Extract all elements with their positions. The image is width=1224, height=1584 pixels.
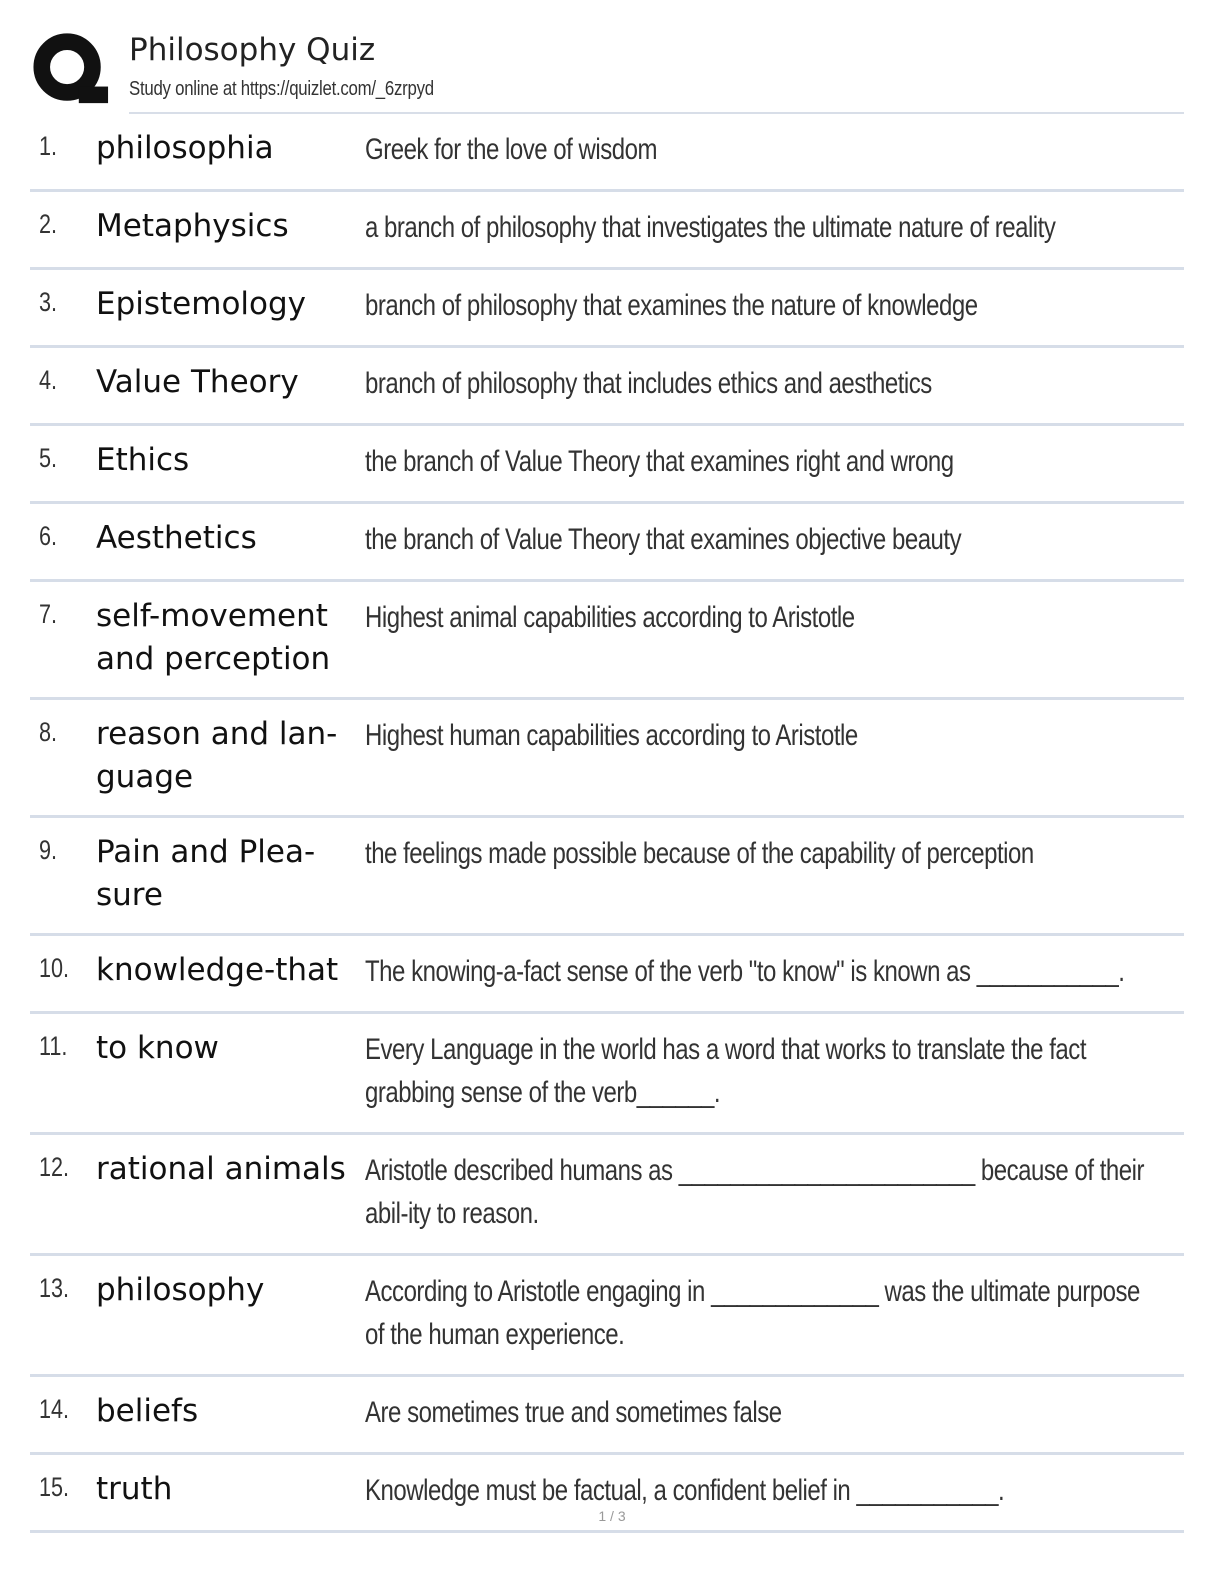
item-number: 3. xyxy=(39,287,58,317)
item-number: 11. xyxy=(39,1031,68,1061)
study-online-link[interactable]: Study online at https://quizlet.com/_6zrpyd xyxy=(129,78,434,100)
item-number: 1. xyxy=(39,131,58,161)
item-number: 10. xyxy=(39,953,70,983)
item-number: 14. xyxy=(39,1394,70,1424)
term-row xyxy=(30,579,1184,697)
term-row xyxy=(30,114,1184,189)
term: philosophia xyxy=(96,130,274,166)
term-list xyxy=(30,114,1184,1533)
term-row xyxy=(30,1011,1184,1132)
term-row xyxy=(30,423,1184,501)
term-row xyxy=(30,815,1184,933)
term: Pain and Plea-sure xyxy=(96,834,316,913)
term-row xyxy=(30,1132,1184,1253)
definition: branch of philosophy that examines the nature of knowledge xyxy=(365,289,978,322)
term-row xyxy=(30,501,1184,579)
page-header xyxy=(30,28,1184,114)
item-number: 5. xyxy=(39,443,58,473)
definition: the branch of Value Theory that examines right and wrong xyxy=(365,445,954,478)
term-row xyxy=(30,697,1184,815)
item-number: 6. xyxy=(39,521,58,551)
term: to know xyxy=(96,1030,219,1066)
term-row xyxy=(30,933,1184,1011)
term-row xyxy=(30,189,1184,267)
item-number: 15. xyxy=(39,1472,70,1502)
term: knowledge-that xyxy=(96,952,339,988)
item-number: 12. xyxy=(39,1152,70,1182)
item-number: 2. xyxy=(39,209,58,239)
term: beliefs xyxy=(96,1393,199,1429)
term-row xyxy=(30,267,1184,345)
item-number: 9. xyxy=(39,835,58,865)
definition: The knowing-a-fact sense of the verb "to know" is known as ___________. xyxy=(365,955,1125,988)
definition: Every Language in the world has a word that works to translate the fact grabbing sense of the verb______. xyxy=(365,1033,1087,1109)
term: philosophy xyxy=(96,1272,265,1308)
definition: Are sometimes true and sometimes false xyxy=(365,1396,782,1429)
definition: the branch of Value Theory that examines objective beauty xyxy=(365,523,962,556)
term-row xyxy=(30,1253,1184,1374)
item-number: 8. xyxy=(39,717,58,747)
term: Value Theory xyxy=(96,364,299,400)
page-number: 1 / 3 xyxy=(598,1508,626,1524)
definition: Greek for the love of wisdom xyxy=(365,133,658,166)
term: self-movement and perception xyxy=(96,598,331,677)
term: reason and lan-guage xyxy=(96,716,338,795)
item-number: 4. xyxy=(39,365,58,395)
definition: According to Aristotle engaging in _____________ was the ultimate purpose of the human experience. xyxy=(365,1275,1140,1351)
definition: Aristotle described humans as _______________________ because of their abil-ity to reason. xyxy=(365,1154,1145,1230)
term: Epistemology xyxy=(96,286,307,322)
term: Metaphysics xyxy=(96,208,289,244)
definition: Highest animal capabilities according to Aristotle xyxy=(365,601,855,634)
term-row xyxy=(30,345,1184,423)
term: rational animals xyxy=(96,1151,346,1187)
item-number: 7. xyxy=(39,599,58,629)
term: truth xyxy=(96,1471,173,1507)
quizlet-logo-icon xyxy=(32,30,110,108)
item-number: 13. xyxy=(39,1273,70,1303)
definition: Knowledge must be factual, a confident belief in ___________. xyxy=(365,1474,1005,1507)
definition: branch of philosophy that includes ethics and aesthetics xyxy=(365,367,932,400)
term: Ethics xyxy=(96,442,190,478)
page-title: Philosophy Quiz xyxy=(129,32,376,68)
term-row xyxy=(30,1374,1184,1452)
term: Aesthetics xyxy=(96,520,257,556)
definition: Highest human capabilities according to Aristotle xyxy=(365,719,858,752)
definition: the feelings made possible because of the capability of perception xyxy=(365,837,1034,870)
definition: a branch of philosophy that investigates the ultimate nature of reality xyxy=(365,211,1056,244)
